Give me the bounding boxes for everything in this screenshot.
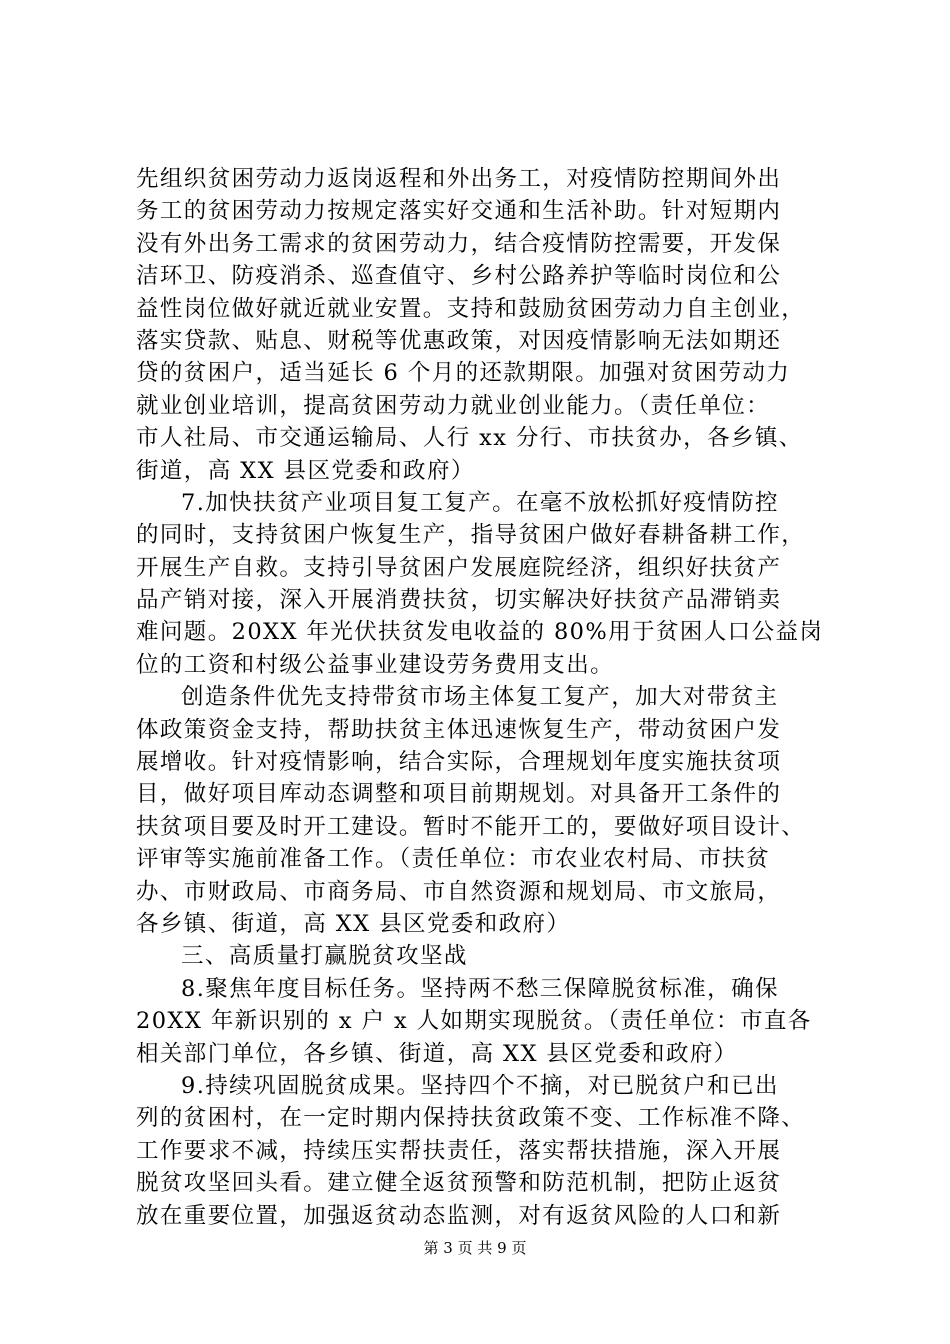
text-line: 相关部门单位，各乡镇、街道，高 XX 县区党委和政府） xyxy=(136,1040,738,1067)
text-line: 扶贫项目要及时开工建设。暂时不能开工的，要做好项目设计、 xyxy=(136,813,806,840)
text-line: 务工的贫困劳动力按规定落实好交通和生活补助。针对短期内 xyxy=(136,198,782,225)
text-line: 的同时，支持贫困户恢复生产，指导贫困户做好春耕备耕工作， xyxy=(136,522,806,549)
text-line: 8.聚焦年度目标任务。坚持两不愁三保障脱贫标准，确保 xyxy=(181,975,779,1002)
text-line: 体政策资金支持，帮助扶贫主体迅速恢复生产，带动贫困户发 xyxy=(136,716,782,743)
text-line: 就业创业培训，提高贫困劳动力就业创业能力。（责任单位： xyxy=(136,392,771,419)
text-line: 脱贫攻坚回头看。建立健全返贫预警和防范机制，把防止返贫 xyxy=(136,1170,782,1197)
text-line: 品产销对接，深入开展消费扶贫，切实解决好扶贫产品滞销卖 xyxy=(136,587,782,614)
text-line: 市人社局、市交通运输局、人行 xx 分行、市扶贫办，各乡镇、 xyxy=(136,425,803,452)
text-line: 街道，高 XX 县区党委和政府） xyxy=(136,457,475,484)
text-line: 评审等实施前准备工作。（责任单位：市农业农村局、市扶贫 xyxy=(136,846,771,873)
text-line: 先组织贫困劳动力返岗返程和外出务工，对疫情防控期间外出 xyxy=(136,166,782,192)
text-line: 三、高质量打赢脱贫攻坚战 xyxy=(181,943,468,970)
text-line: 放在重要位置，加强返贫动态监测，对有返贫风险的人口和新 xyxy=(136,1202,782,1229)
text-line: 9.持续巩固脱贫成果。坚持四个不摘，对已脱贫户和已出 xyxy=(181,1072,779,1099)
text-line: 目，做好项目库动态调整和项目前期规划。对具备开工条件的 xyxy=(136,781,782,808)
text-line: 办、市财政局、市商务局、市自然资源和规划局、市文旅局， xyxy=(136,878,782,905)
text-line: 创造条件优先支持带贫市场主体复工复产，加大对带贫主 xyxy=(181,684,779,711)
text-line: 工作要求不减，持续压实帮扶责任，落实帮扶措施，深入开展 xyxy=(136,1137,782,1164)
text-line: 7.加快扶贫产业项目复工复产。在毫不放松抓好疫情防控 xyxy=(181,489,779,516)
text-line: 没有外出务工需求的贫困劳动力，结合疫情防控需要，开发保 xyxy=(136,230,782,257)
text-line: 洁环卫、防疫消杀、巡查值守、乡村公路养护等临时岗位和公 xyxy=(136,263,782,290)
text-line: 展增收。针对疫情影响，结合实际，合理规划年度实施扶贫项 xyxy=(136,749,782,776)
text-line: 落实贷款、贴息、财税等优惠政策，对因疫情影响无法如期还 xyxy=(136,327,782,354)
text-line: 开展生产自救。支持引导贫困户发展庭院经济，组织好扶贫产 xyxy=(136,554,782,581)
text-line: 益性岗位做好就近就业安置。支持和鼓励贫困劳动力自主创业， xyxy=(136,295,806,322)
text-line: 难问题。20XX 年光伏扶贫发电收益的 80%用于贫困人口公益岗 xyxy=(136,619,824,646)
text-line: 贷的贫困户，适当延长 6 个月的还款期限。加强对贫困劳动力 xyxy=(136,360,791,387)
page-footer: 第 3 页 共 9 页 xyxy=(423,1239,527,1257)
text-line: 列的贫困村，在一定时期内保持扶贫政策不变、工作标准不降、 xyxy=(136,1105,806,1132)
text-line: 各乡镇、街道，高 XX 县区党委和政府） xyxy=(136,910,571,937)
text-line: 位的工资和村级公益事业建设劳务费用支出。 xyxy=(136,651,615,678)
document-body xyxy=(136,163,836,1232)
text-line: 20XX 年新识别的 x 户 x 人如期实现脱贫。（责任单位：市直各 xyxy=(136,1008,812,1035)
